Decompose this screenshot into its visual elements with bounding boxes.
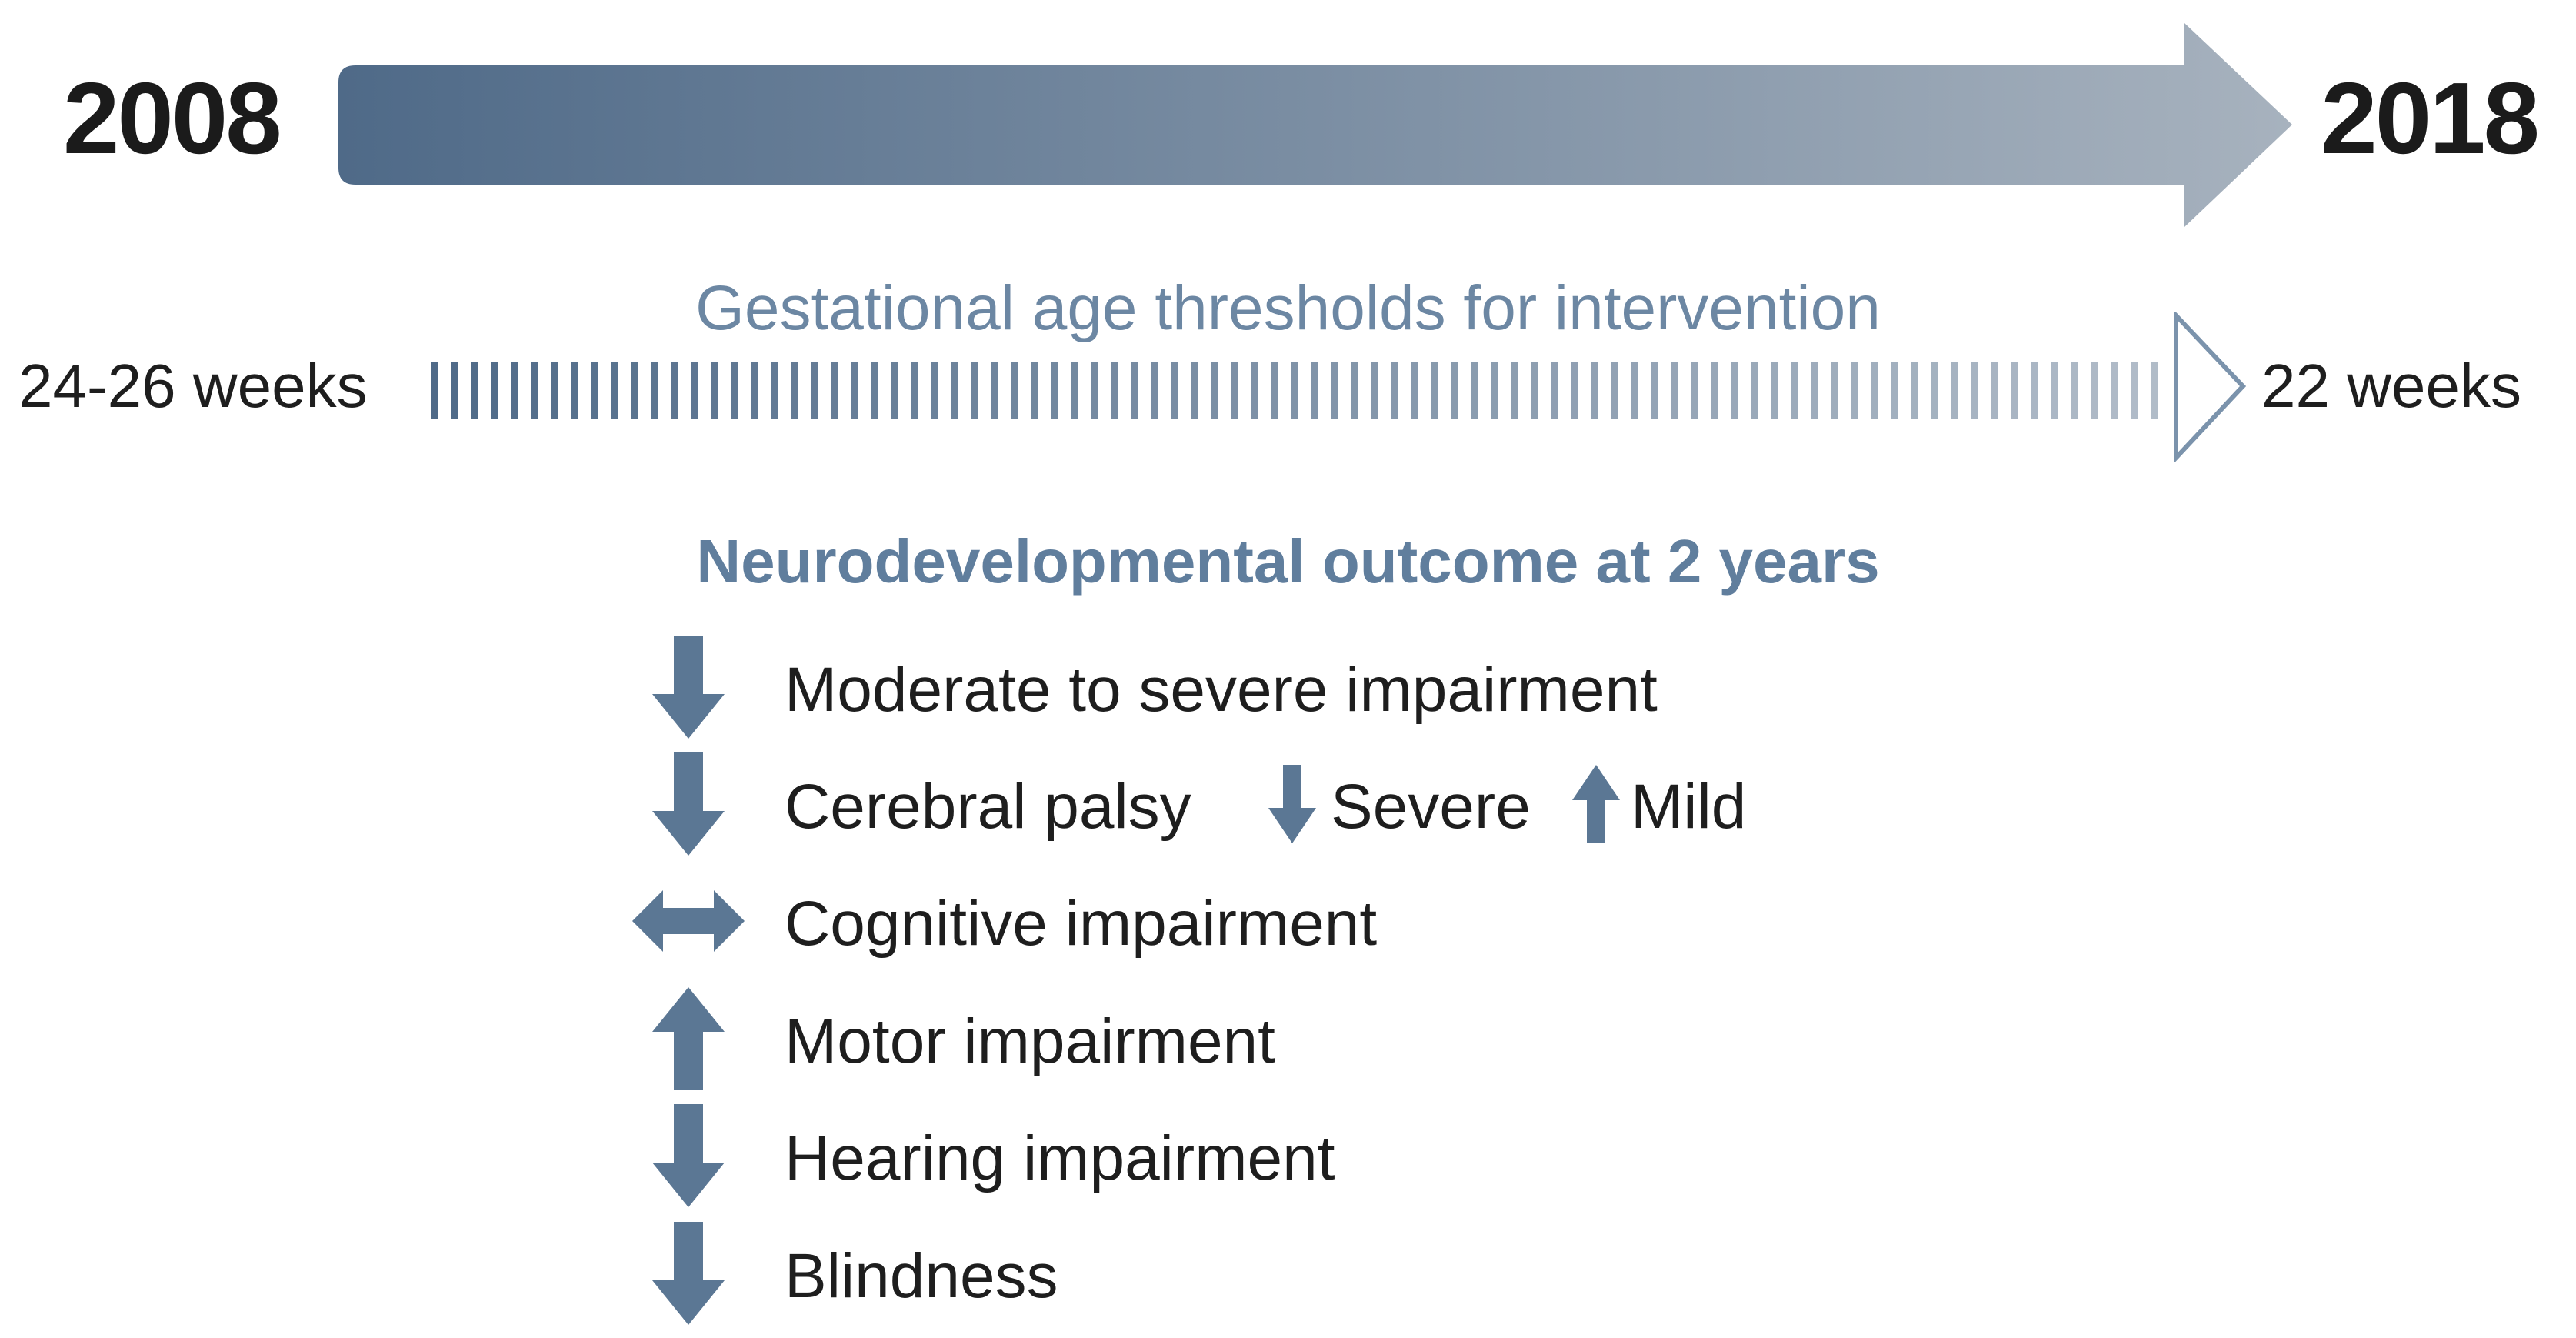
dash-tick	[1071, 362, 1078, 419]
dash-tick	[1211, 362, 1218, 419]
arrow-up-icon	[631, 981, 746, 1096]
dash-tick	[771, 362, 778, 419]
dash-tick	[1231, 362, 1238, 419]
dash-tick	[1631, 362, 1638, 419]
dash-tick	[751, 362, 758, 419]
outcome-row-moderate-severe-impairment	[631, 629, 2169, 745]
threshold-start-label: 24-26 weeks	[18, 352, 368, 420]
dash-tick	[731, 362, 738, 419]
dash-tick	[2051, 362, 2058, 419]
dash-tick	[991, 362, 998, 419]
dash-tick	[891, 362, 898, 419]
dash-tick	[1411, 362, 1418, 419]
dash-tick	[1611, 362, 1618, 419]
outcome-title: Neurodevelopmental outcome at 2 years	[696, 527, 1880, 596]
threshold-end-label: 22 weeks	[2261, 352, 2521, 420]
dash-tick	[1591, 362, 1598, 419]
timeline-arrow	[338, 23, 2292, 227]
dash-tick	[2111, 362, 2118, 419]
outcome-label: Motor impairment	[785, 1006, 1275, 1076]
dash-tick	[1671, 362, 1678, 419]
dash-tick	[1091, 362, 1098, 419]
outcome-label: Cognitive impairment	[785, 889, 1378, 959]
cerebral-palsy-mild-label: Mild	[1631, 772, 1747, 842]
dash-tick	[631, 362, 638, 419]
dash-tick	[671, 362, 678, 419]
threshold-title: Gestational age thresholds for intervention	[695, 273, 1881, 343]
dash-tick	[2131, 362, 2138, 419]
dash-tick	[1691, 362, 1698, 419]
dash-tick	[1371, 362, 1378, 419]
end-year-label: 2018	[2321, 62, 2538, 175]
outcome-label: Moderate to severe impairment	[785, 655, 1658, 725]
dash-tick	[691, 362, 698, 419]
dash-tick	[1031, 362, 1038, 419]
outcome-row-hearing-impairment	[631, 1098, 2169, 1213]
dash-tick	[1491, 362, 1498, 419]
dash-tick	[2091, 362, 2098, 419]
cerebral-palsy-severe-label: Severe	[1331, 772, 1531, 842]
dash-tick	[431, 362, 438, 419]
dash-tick	[1351, 362, 1358, 419]
dash-tick	[2071, 362, 2078, 419]
threshold-dashed-line	[431, 362, 2169, 419]
dash-tick	[531, 362, 538, 419]
dash-tick	[2031, 362, 2038, 419]
dash-tick	[1571, 362, 1578, 419]
dash-tick	[1991, 362, 1998, 419]
outcome-label: Hearing impairment	[785, 1123, 1335, 1193]
dash-tick	[1891, 362, 1898, 419]
dash-tick	[1451, 362, 1458, 419]
dash-tick	[1151, 362, 1158, 419]
dash-tick	[1551, 362, 1558, 419]
dash-tick	[571, 362, 578, 419]
dash-tick	[1971, 362, 1978, 419]
dash-tick	[611, 362, 618, 419]
arrow-down-icon	[631, 1098, 746, 1213]
dash-tick	[1191, 362, 1198, 419]
dash-tick	[2151, 362, 2158, 419]
dash-tick	[1931, 362, 1938, 419]
dash-tick	[1291, 362, 1298, 419]
dash-tick	[1391, 362, 1398, 419]
dash-tick	[931, 362, 938, 419]
arrow-left-right-icon	[631, 863, 746, 979]
dash-tick	[1771, 362, 1778, 419]
threshold-arrowhead-icon	[2172, 312, 2249, 462]
dash-tick	[1951, 362, 1958, 419]
dash-tick	[591, 362, 598, 419]
start-year-label: 2008	[63, 62, 280, 175]
dash-tick	[491, 362, 498, 419]
dash-tick	[1431, 362, 1438, 419]
dash-tick	[1711, 362, 1718, 419]
dash-tick	[791, 362, 798, 419]
outcome-row-blindness	[631, 1216, 2169, 1331]
dash-tick	[451, 362, 458, 419]
dash-tick	[1831, 362, 1838, 419]
dash-tick	[811, 362, 818, 419]
dash-tick	[1131, 362, 1138, 419]
dash-tick	[1751, 362, 1758, 419]
dash-tick	[1271, 362, 1278, 419]
dash-tick	[1471, 362, 1478, 419]
dash-tick	[711, 362, 718, 419]
dash-tick	[1651, 362, 1658, 419]
dash-tick	[1511, 362, 1518, 419]
dash-tick	[551, 362, 558, 419]
dash-tick	[1171, 362, 1178, 419]
outcome-label: Cerebral palsy	[785, 772, 1191, 842]
dash-tick	[1871, 362, 1878, 419]
dash-tick	[471, 362, 478, 419]
dash-tick	[1851, 362, 1858, 419]
dash-tick	[1731, 362, 1738, 419]
dash-tick	[951, 362, 958, 419]
dash-tick	[1111, 362, 1118, 419]
dash-tick	[1251, 362, 1258, 419]
dash-tick	[1011, 362, 1018, 419]
outcome-row-cerebral-palsy	[631, 746, 2169, 862]
outcome-row-motor-impairment	[631, 981, 2169, 1096]
dash-tick	[651, 362, 658, 419]
dash-tick	[1331, 362, 1338, 419]
dash-tick	[1311, 362, 1318, 419]
arrow-down-icon	[1265, 762, 1319, 846]
dash-tick	[971, 362, 978, 419]
dash-tick	[1791, 362, 1798, 419]
dash-tick	[1531, 362, 1538, 419]
arrow-down-icon	[631, 1216, 746, 1331]
outcome-label: Blindness	[785, 1241, 1058, 1311]
outcome-row-cognitive-impairment	[631, 863, 2169, 979]
arrow-down-icon	[631, 746, 746, 862]
dash-tick	[1811, 362, 1818, 419]
arrow-down-icon	[631, 629, 746, 745]
dash-tick	[2011, 362, 2018, 419]
dash-tick	[1051, 362, 1058, 419]
dash-tick	[831, 362, 838, 419]
arrow-up-icon	[1569, 762, 1623, 846]
dash-tick	[851, 362, 858, 419]
dash-tick	[1911, 362, 1918, 419]
dash-tick	[511, 362, 518, 419]
dash-tick	[911, 362, 918, 419]
dash-tick	[871, 362, 878, 419]
